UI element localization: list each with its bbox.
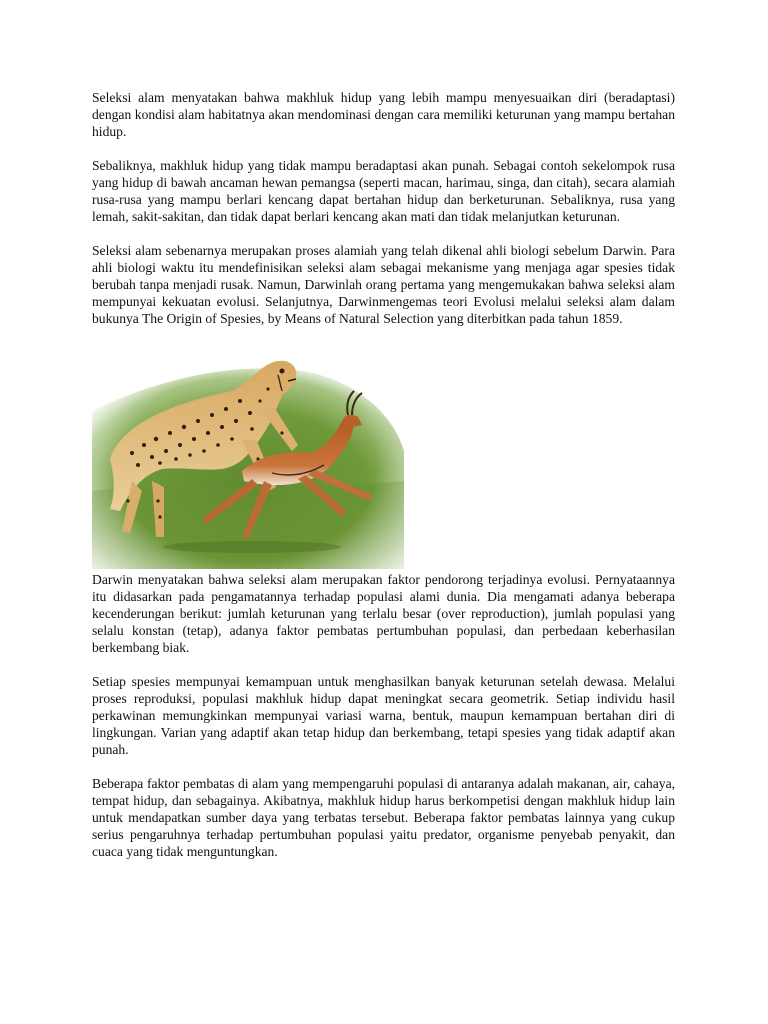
paragraph-1: Seleksi alam menyatakan bahwa makhluk hidup yang lebih mampu menyesuaikan diri (beradaptasi) dengan kondisi alam habitatnya akan mendominasi dengan cara memiliki keturunan yang mampu bertahan hidup. bbox=[92, 90, 675, 139]
paragraph-5: Setiap spesies mempunyai kemampuan untuk menghasilkan banyak keturunan setelah dewasa. Melalui proses reproduksi, populasi makhluk hidup dapat meningkat secara geometrik. Setiap individu hasil perkawinan memungkinkan mempunyai variasi warna, bentuk, maupun kemampuan bertahan diri di lingkungan. Varian yang adaptif akan tetap hidup dan berkembang, tetapi spesies yang tidak adaptif akan punah. bbox=[92, 674, 675, 757]
paragraph-6: Beberapa faktor pembatas di alam yang mempengaruhi populasi di antaranya adalah makanan, air, cahaya, tempat hidup, dan sebagainya. Akibatnya, makhluk hidup harus berkompetisi dengan makhluk hidup lain untuk mendapatkan sumber daya yang terbatas tersebut. Beberapa faktor pembatas lainnya yang cukup serius pengaruhnya terhadap pertumbuhan populasi yaitu predator, organisme penyebab penyakit, dan cuaca yang tidak menguntungkan. bbox=[92, 776, 675, 859]
paragraph-4: Darwin menyatakan bahwa seleksi alam merupakan faktor pendorong terjadinya evolusi. Pernyataannya itu didasarkan pada pengamatannya terhadap populasi alami dunia. Dia mengamati adanya beberapa kecenderungan berikut: jumlah keturunan yang terlalu besar (over reproduction), jumlah populasi yang selalu konstan (tetap), adanya faktor pembatas pertumbuhan populasi, dan perbedaan keberhasilan berkembang biak. bbox=[92, 572, 675, 655]
paragraph-2: Sebaliknya, makhluk hidup yang tidak mampu beradaptasi akan punah. Sebagai contoh sekelompok rusa yang hidup di bawah ancaman hewan pemangsa (seperti macan, harimau, singa, dan citah), secara alamiah rusa-rusa yang mampu berlari kencang dapat bertahan hidup dan berketurunan. Sebaliknya, rusa yang lemah, sakit-sakitan, dan tidak dapat berlari kencang akan mati dan tidak melanjutkan keturunan. bbox=[92, 158, 675, 224]
cheetah-hunting-gazelle-image bbox=[92, 341, 404, 569]
document-page bbox=[92, 89, 675, 860]
paragraph-3: Seleksi alam sebenarnya merupakan proses alamiah yang telah dikenal ahli biologi sebelum Darwin. Para ahli biologi waktu itu mendefinisikan seleksi alam sebagai mekanisme yang menjaga agar spesies tidak berubah tanpa menjadi rusak. Namun, Darwinlah orang pertama yang mengemukakan bahwa seleksi alam mempunyai kekuatan evolusi. Selanjutnya, Darwinmengemas teori Evolusi melalui seleksi alam dalam bukunya The Origin of Spesies, by Means of Natural Selection yang diterbitkan pada tahun 1859. bbox=[92, 243, 675, 326]
